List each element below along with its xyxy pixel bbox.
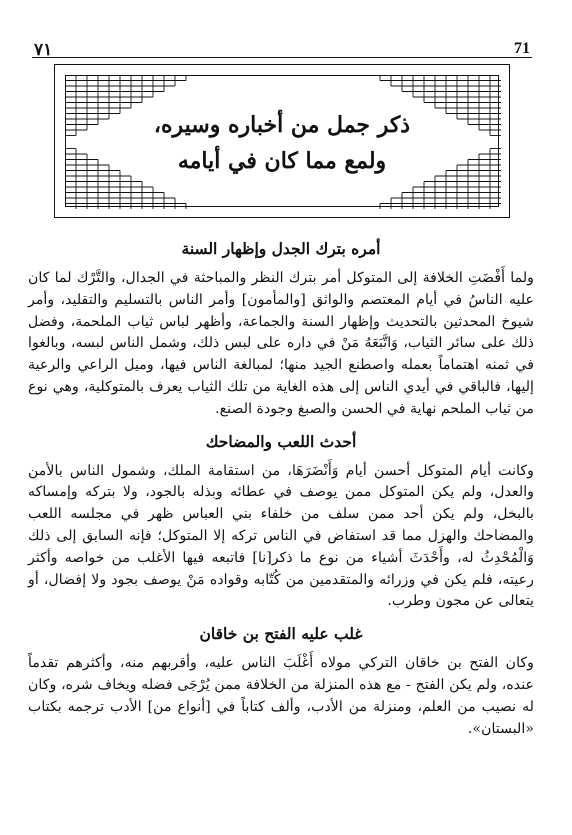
page-number-latin: 71: [514, 40, 530, 57]
header-rule: [32, 57, 532, 58]
section-body-3: وكان الفتح بن خاقان التركي مولاه أَغْلَبَ الناس عليه، وأقربهم منه، وأكثرهم تقدماً عنده، ولم يكن الفتح - مع هذه المنزلة من الخلافة ممن يُرْجَى فضله ويخاف شره، وكان له نصيب من العلم، ومنزلة من الأدب، وألف كتاباً في [أنواع من] الأدب ترجمه بكتاب «البستان».: [28, 655, 534, 737]
section-body-1: ولما أَفْضَتِ الخلافة إلى المتوكل أمر بترك النظر والمباحثة في الجدال، والتَّرْك لما كان عليه الناسُ في أيام المعتصم والواثق [والمأمون] وأمر الناس بالتسليم والتقليد، وأمر شيوخ المحدثين بالتحديث وإظهار السنة والجماعة، وأظهر لباس ثياب الملحمة، وفضل ذلك على سائر الثياب، وَاتَّبَعَهُ مَنْ في داره على لبس ذلك، وشمل الناس لبسه، وبالغوا في ثمنه اهتماماً بعمله واصطنع الجيد منها؛ لمبالغة الناس فيها، وميل الراعي والرعية إليها، فالباقي في أيدي الناس إلى هذه الغاية من تلك الثياب يعرف بالمتوكلية، وهي نوع من ثياب الملحم نهاية في الحسن والصبغ وجودة الصنع.: [28, 270, 534, 417]
page-body: [28, 228, 534, 740]
section-body-2: وكانت أيام المتوكل أحسن أيام وَأَنْضَرَهَا، من استقامة الملك، وشمول الناس بالأمن والعدل، ولم يكن المتوكل ممن يوصف في عطائه وبذله بالجود، ولا بتركه وإمساكه بالبخل، ولم يكن أحد ممن سلف من خلفاء بني العباس ظهر في مجلسه اللعب والمضاحك والهزل مما قد استفاض في الناس تركه إلا المتوكل؛ فإنه السابق إلى ذلك وَالْمُحْدِثُ له، وأَحْدَثَ أشياء من نوع ما ذكر[نا] فاتبعه فيها الأغلب من خواصه وأكثر رعيته، فلم يكن في وزرائه والمتقدمين من كُتّابه وقواده مَنْ يوصف بجود ولا إفضال، أو يتعالى عن مجون وطرب.: [28, 462, 534, 610]
chapter-title-line1: ذكر جمل من أخباره وسيره،: [153, 112, 411, 138]
page-number-arabic: ٧١: [34, 40, 53, 60]
section-heading-3: غلب عليه الفتح بن خاقان: [199, 624, 363, 644]
section-heading-2: أحدث اللعب والمضاحك: [205, 431, 357, 451]
chapter-title-line2: ولمع مما كان في أيامه: [177, 148, 387, 174]
section-heading-1: أمره بترك الجدل وإظهار السنة: [181, 239, 381, 258]
chapter-title: [55, 107, 509, 179]
chapter-title-frame: [54, 64, 510, 218]
